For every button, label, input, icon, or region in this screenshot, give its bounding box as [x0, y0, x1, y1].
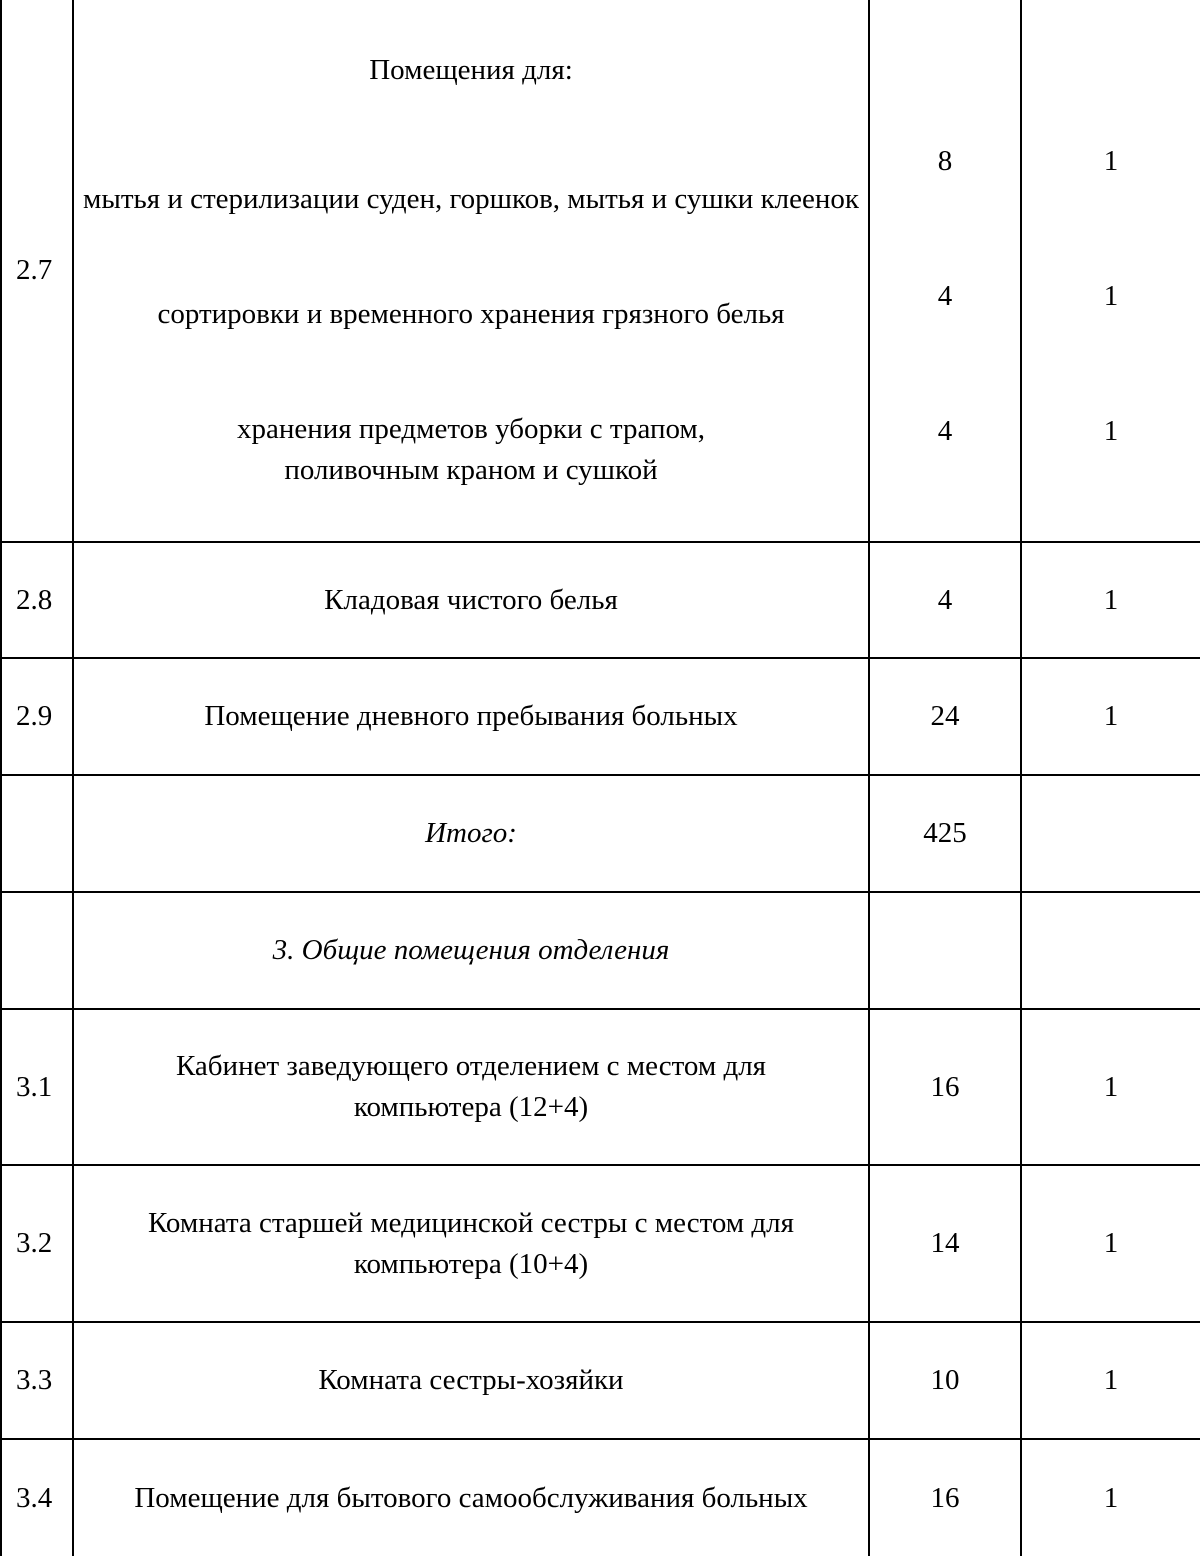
area-value: 8 [937, 145, 953, 177]
total-label: Итого: [73, 775, 869, 892]
total-area-value: 425 [869, 775, 1021, 892]
area-value: 4 [869, 542, 1021, 658]
room-name: Помещение дневного пребывания больных [73, 658, 869, 775]
qty-value [1021, 775, 1200, 892]
group-header: Помещения для: [369, 54, 573, 86]
table-row-3-1 [1, 1009, 1200, 1165]
room-name: Помещение для бытового самообслуживания больных [73, 1439, 869, 1556]
row-number: 3.1 [1, 1009, 73, 1165]
room-name: Комната сестры-хозяйки [73, 1322, 869, 1439]
table-row-2-7 [1, 0, 1200, 542]
table-row-3-3 [1, 1322, 1200, 1439]
area-value: 24 [869, 658, 1021, 775]
row-number: 2.7 [1, 0, 73, 542]
room-name: хранения предметов уборки с трапом, поливочным краном и сушкой [236, 413, 706, 486]
table-row-section-3 [1, 892, 1200, 1009]
room-name: мытья и стерилизации суден, горшков, мытья и сушки клеенок [83, 183, 859, 215]
row-number [1, 892, 73, 1009]
table-row-3-2 [1, 1165, 1200, 1322]
area-value: 4 [937, 280, 953, 312]
qty-value: 1 [1103, 280, 1119, 312]
qty-value: 1 [1103, 145, 1119, 177]
row-number: 3.3 [1, 1322, 73, 1439]
room-name: сортировки и временного хранения грязного белья [157, 298, 785, 330]
area-value: 16 [869, 1439, 1021, 1556]
room-name: Кладовая чистого белья [73, 542, 869, 658]
row-number [1, 775, 73, 892]
area-value: 16 [869, 1009, 1021, 1165]
row-number: 2.8 [1, 542, 73, 658]
qty-value: 1 [1021, 542, 1200, 658]
room-name: Комната старшей медицинской сестры с местом для компьютера (10+4) [73, 1165, 869, 1322]
qty-value: 1 [1021, 658, 1200, 775]
section-title: 3. Общие помещения отделения [73, 892, 869, 1009]
area-value: 14 [869, 1165, 1021, 1322]
qty-cell [1021, 0, 1200, 542]
qty-value: 1 [1103, 415, 1119, 447]
table-row-3-4 [1, 1439, 1200, 1556]
qty-value [1021, 892, 1200, 1009]
area-value: 10 [869, 1322, 1021, 1439]
area-cell [869, 0, 1021, 542]
room-name: Кабинет заведующего отделением с местом для компьютера (12+4) [73, 1009, 869, 1165]
qty-value: 1 [1021, 1165, 1200, 1322]
area-value: 4 [937, 415, 953, 447]
row-number: 3.4 [1, 1439, 73, 1556]
qty-value: 1 [1021, 1439, 1200, 1556]
room-name-cell [73, 0, 869, 542]
row-number: 3.2 [1, 1165, 73, 1322]
qty-value: 1 [1021, 1322, 1200, 1439]
table-row-total [1, 775, 1200, 892]
area-value [869, 892, 1021, 1009]
table-row-2-9 [1, 658, 1200, 775]
qty-value: 1 [1021, 1009, 1200, 1165]
row-number: 2.9 [1, 658, 73, 775]
table-row-2-8 [1, 542, 1200, 658]
